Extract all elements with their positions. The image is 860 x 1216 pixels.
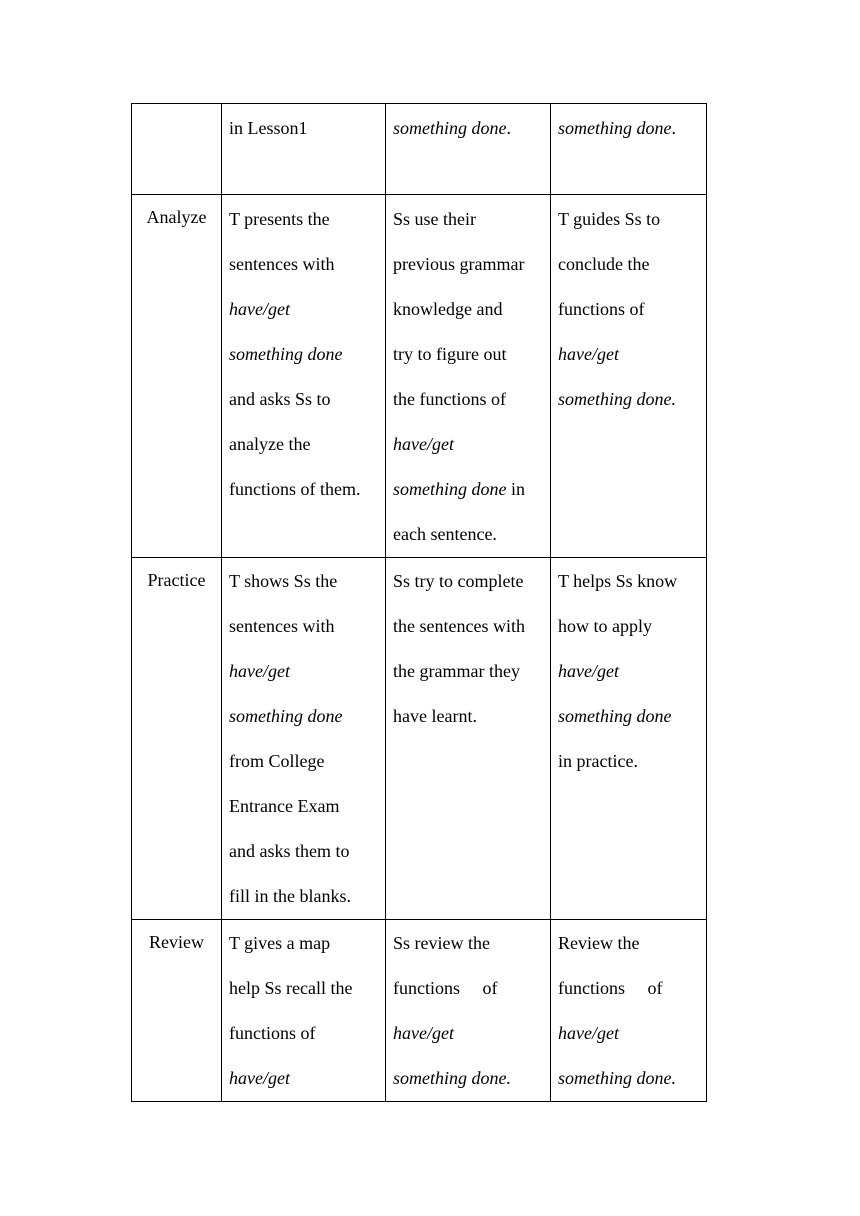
cell-text: fill in the blanks.: [229, 886, 351, 906]
cell-text: functions of: [558, 978, 663, 998]
stage-cell: [132, 104, 222, 195]
purpose-cell: [551, 920, 707, 1102]
purpose-cell: [551, 104, 707, 195]
italic-phrase: something done: [393, 479, 507, 499]
cell-line: [393, 467, 544, 512]
student-activity-cell: [386, 104, 551, 195]
cell-line: [558, 332, 700, 377]
cell-text: Review the: [558, 933, 640, 953]
italic-phrase: something done: [229, 706, 343, 726]
cell-line: [393, 242, 544, 287]
cell-text: and asks them to: [229, 841, 350, 861]
italic-phrase: have/get: [393, 1023, 454, 1043]
cell-text: Entrance Exam: [229, 796, 340, 816]
cell-line: [229, 332, 379, 377]
cell-text: the sentences with: [393, 616, 525, 636]
cell-line: [393, 287, 544, 332]
cell-text: Ss try to complete: [393, 571, 524, 591]
teacher-activity-cell: [222, 195, 386, 558]
cell-text: previous grammar: [393, 254, 525, 274]
cell-text: .: [506, 118, 511, 138]
italic-phrase: something done.: [393, 1068, 511, 1088]
stage-cell: Review: [132, 920, 222, 1102]
cell-line: [229, 649, 379, 694]
italic-phrase: have/get: [393, 434, 454, 454]
cell-line: [229, 604, 379, 649]
stage-cell: Practice: [132, 558, 222, 920]
lesson-plan-table: [131, 103, 707, 1102]
cell-line: [229, 829, 379, 874]
cell-line: [229, 106, 379, 151]
cell-line: [229, 739, 379, 784]
cell-line: [229, 422, 379, 467]
cell-line: [558, 604, 700, 649]
cell-line: [558, 559, 700, 604]
purpose-cell: [551, 558, 707, 920]
cell-line: [229, 921, 379, 966]
cell-line: [558, 921, 700, 966]
cell-text: in: [506, 479, 525, 499]
teacher-activity-cell: [222, 920, 386, 1102]
cell-line: [393, 966, 544, 1011]
cell-line: [393, 106, 544, 151]
cell-line: [393, 649, 544, 694]
italic-phrase: something done: [229, 344, 343, 364]
cell-text: have learnt.: [393, 706, 477, 726]
italic-phrase: have/get: [558, 661, 619, 681]
cell-text: Ss review the: [393, 933, 490, 953]
cell-line: [393, 512, 544, 557]
student-activity-cell: [386, 558, 551, 920]
cell-text: the functions of: [393, 389, 506, 409]
cell-line: [393, 422, 544, 467]
cell-text: try to figure out: [393, 344, 507, 364]
cell-line: [558, 739, 700, 784]
teacher-activity-cell: [222, 558, 386, 920]
cell-line: [558, 197, 700, 242]
student-activity-cell: [386, 195, 551, 558]
cell-text: conclude the: [558, 254, 650, 274]
cell-line: [558, 106, 700, 151]
cell-text: T shows Ss the: [229, 571, 338, 591]
cell-line: [393, 197, 544, 242]
cell-text: and asks Ss to: [229, 389, 331, 409]
cell-text: Ss use their: [393, 209, 476, 229]
cell-line: [558, 287, 700, 332]
italic-phrase: something done.: [558, 389, 676, 409]
cell-text: in practice.: [558, 751, 638, 771]
cell-line: [229, 784, 379, 829]
cell-line: [229, 874, 379, 919]
cell-line: [558, 694, 700, 739]
cell-line: [393, 1011, 544, 1056]
cell-line: [393, 377, 544, 422]
table-row: [132, 195, 707, 558]
cell-line: [393, 559, 544, 604]
cell-text: T guides Ss to: [558, 209, 661, 229]
cell-text: functions of: [229, 1023, 316, 1043]
cell-line: [558, 242, 700, 287]
stage-cell: Analyze: [132, 195, 222, 558]
cell-line: [558, 966, 700, 1011]
cell-line: [393, 1056, 544, 1101]
cell-text: knowledge and: [393, 299, 503, 319]
italic-phrase: have/get: [558, 1023, 619, 1043]
cell-line: [229, 1011, 379, 1056]
cell-text: in Lesson1: [229, 118, 308, 138]
cell-line: [229, 197, 379, 242]
cell-text: T presents the: [229, 209, 330, 229]
italic-phrase: something done.: [558, 1068, 676, 1088]
cell-text: from College: [229, 751, 325, 771]
cell-line: [229, 966, 379, 1011]
italic-phrase: have/get: [229, 661, 290, 681]
cell-text: .: [671, 118, 676, 138]
cell-line: [229, 377, 379, 422]
cell-text: functions of: [558, 299, 645, 319]
cell-line: [229, 559, 379, 604]
italic-phrase: have/get: [229, 299, 290, 319]
cell-text: sentences with: [229, 254, 335, 274]
cell-line: [393, 694, 544, 739]
table-row: [132, 920, 707, 1102]
table-row: [132, 104, 707, 195]
purpose-cell: [551, 195, 707, 558]
italic-phrase: something done: [558, 118, 672, 138]
cell-text: analyze the: [229, 434, 311, 454]
cell-text: sentences with: [229, 616, 335, 636]
cell-line: [229, 694, 379, 739]
student-activity-cell: [386, 920, 551, 1102]
cell-text: help Ss recall the: [229, 978, 353, 998]
cell-line: [393, 332, 544, 377]
italic-phrase: something done: [393, 118, 507, 138]
teacher-activity-cell: [222, 104, 386, 195]
cell-line: [393, 604, 544, 649]
cell-line: [229, 287, 379, 332]
cell-line: [558, 1056, 700, 1101]
cell-line: [229, 1056, 379, 1101]
cell-text: functions of them.: [229, 479, 361, 499]
cell-line: [558, 377, 700, 422]
cell-text: T helps Ss know: [558, 571, 678, 591]
cell-text: functions of: [393, 978, 498, 998]
italic-phrase: something done: [558, 706, 672, 726]
cell-line: [229, 242, 379, 287]
cell-line: [558, 649, 700, 694]
cell-text: the grammar they: [393, 661, 520, 681]
italic-phrase: have/get: [558, 344, 619, 364]
cell-line: [393, 921, 544, 966]
cell-line: [229, 467, 379, 512]
cell-text: each sentence.: [393, 524, 497, 544]
cell-text: how to apply: [558, 616, 652, 636]
table-row: [132, 558, 707, 920]
cell-line: [558, 1011, 700, 1056]
cell-text: T gives a map: [229, 933, 331, 953]
italic-phrase: have/get: [229, 1068, 290, 1088]
